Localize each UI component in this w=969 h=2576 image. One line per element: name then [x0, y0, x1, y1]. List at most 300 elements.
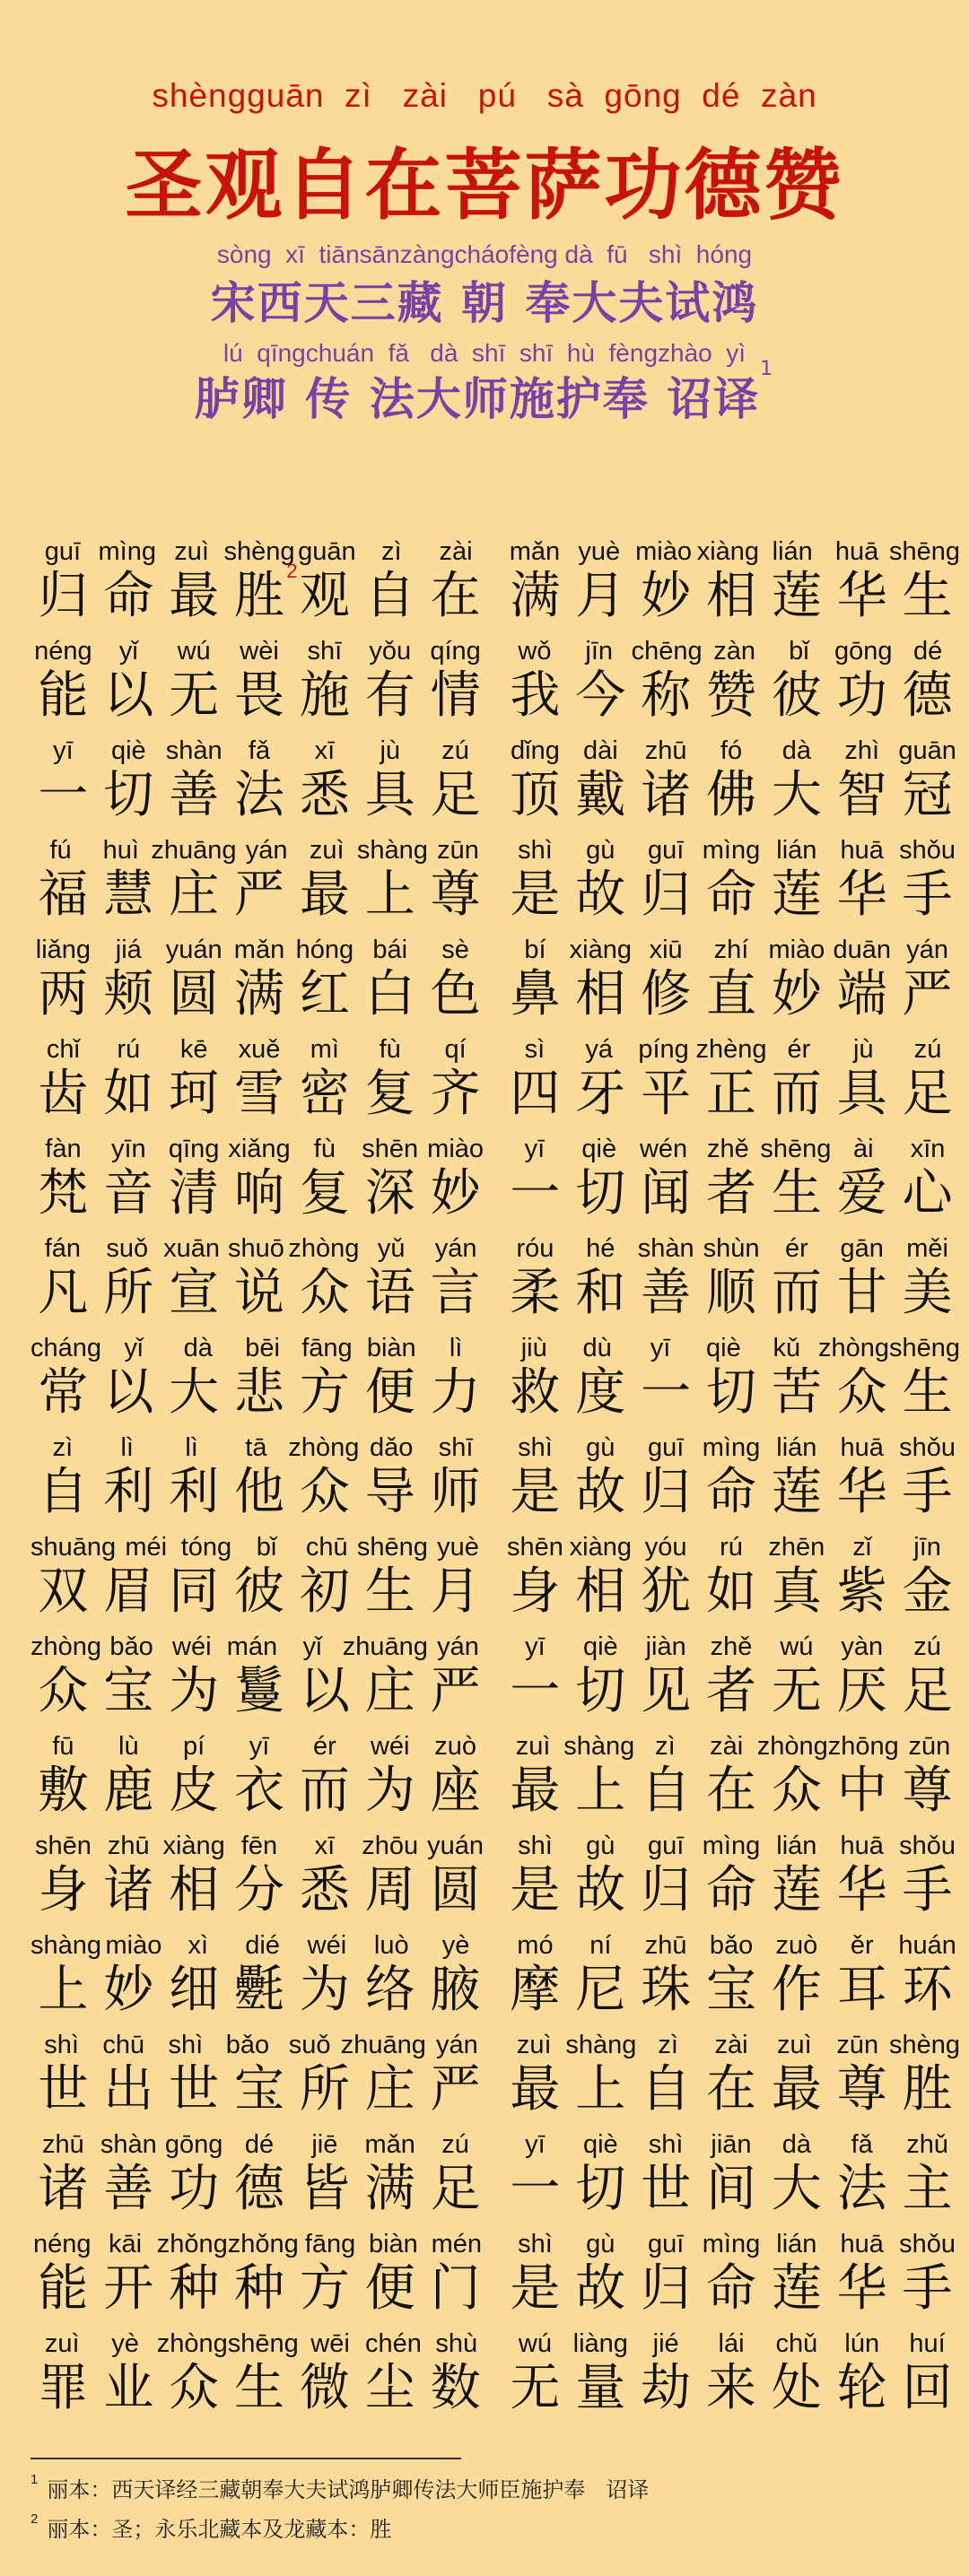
verse-line: [31, 1034, 488, 1122]
pinyin-syllable: yǐ: [124, 1334, 144, 1362]
pinyin-syllable: zài: [710, 1732, 744, 1761]
hanzi-character: [764, 2261, 829, 2317]
hanzi-text: 法: [836, 2160, 887, 2218]
hanzi-text: 尘: [364, 2359, 415, 2417]
hanzi-character: [423, 2361, 488, 2416]
hanzi-character: [292, 2361, 357, 2416]
hanzi-character: [162, 1664, 227, 1719]
hanzi-text: 严: [902, 965, 953, 1023]
verse-pinyin: [31, 536, 488, 567]
verse-characters: [31, 1962, 488, 2018]
hanzi-character: [357, 1962, 423, 2018]
hanzi-text: 顺: [706, 1264, 756, 1322]
hanzi-character: [568, 1564, 633, 1620]
hanzi-text: 细: [169, 1961, 220, 2019]
hanzi-character: [633, 2062, 699, 2118]
verse-line: [502, 1034, 960, 1122]
hanzi-character: [357, 1763, 423, 1819]
verse-line: [31, 1432, 488, 1520]
hanzi-text: 尼: [575, 1961, 626, 2019]
pinyin-syllable: mìng: [702, 2230, 761, 2258]
pinyin-syllable: mì: [310, 1035, 339, 1064]
hanzi-text: 施: [299, 666, 350, 725]
hanzi-character: [829, 1863, 895, 1919]
verse-line: [31, 2229, 488, 2317]
hanzi-character: [699, 1266, 764, 1321]
pinyin-syllable: jiá: [115, 936, 142, 964]
hanzi-text: 而: [299, 1762, 350, 1820]
hanzi-text: 梵: [38, 1164, 89, 1223]
hanzi-character: [502, 1066, 568, 1122]
hanzi-text: 满: [510, 567, 561, 625]
hanzi-character: [292, 1365, 357, 1421]
hanzi-character: [502, 569, 568, 624]
hanzi-text: 齐: [430, 1065, 481, 1123]
hanzi-character: [31, 1166, 96, 1222]
pinyin-syllable: zūn: [836, 2031, 879, 2059]
hanzi-character: [423, 1763, 488, 1819]
hanzi-character: [227, 2361, 292, 2416]
pinyin-syllable: yǒu: [369, 637, 412, 666]
hanzi-character: [227, 768, 292, 823]
hanzi-character: [31, 668, 96, 724]
hanzi-text: 而: [771, 1264, 822, 1322]
hanzi-character: [699, 1664, 764, 1719]
pinyin-syllable: zhí: [713, 936, 749, 964]
hanzi-character: [895, 1863, 960, 1919]
hanzi-text: 在: [430, 567, 481, 625]
hanzi-character: [423, 569, 488, 624]
pinyin-syllable: fāng: [301, 1334, 353, 1362]
verse-pinyin: [502, 935, 960, 965]
pinyin-syllable: méi: [125, 1533, 168, 1562]
hanzi-text: 宝: [234, 2060, 284, 2119]
hanzi-character: [227, 1365, 292, 1421]
hanzi-text: 一: [641, 1363, 692, 1422]
pinyin-syllable: yán: [434, 1234, 477, 1263]
hanzi-character: [292, 2162, 357, 2217]
hanzi-character: [699, 1365, 764, 1421]
hanzi-character: [423, 967, 488, 1023]
hanzi-text: 莲: [771, 866, 822, 924]
verse-pinyin: [502, 1333, 960, 1363]
hanzi-text: 切: [575, 1662, 626, 1720]
pinyin-syllable: bí: [524, 936, 546, 964]
pinyin-syllable: jù: [380, 736, 401, 765]
verse-characters: [502, 2062, 960, 2118]
hanzi-text: 方: [299, 2259, 350, 2318]
hanzi-character: [357, 867, 423, 923]
pinyin-syllable: fán: [44, 1234, 82, 1263]
hanzi-text: 罪: [38, 2359, 89, 2417]
pinyin-syllable: zhòng: [288, 1433, 360, 1462]
hanzi-text: 为: [169, 1662, 220, 1720]
pinyin-syllable: zuì: [309, 836, 345, 865]
hanzi-text: 切: [575, 2160, 626, 2218]
verse-line: [502, 1134, 960, 1222]
hanzi-text: 相: [575, 965, 626, 1023]
hanzi-character: [568, 1962, 633, 2018]
hanzi-text: 腋: [430, 1961, 481, 2019]
pinyin-syllable: qiè: [582, 2130, 618, 2159]
hanzi-text: 平: [641, 1065, 692, 1123]
verse-pinyin: [31, 1233, 488, 1264]
verse-line: [31, 1930, 488, 2018]
pinyin-syllable: yuè: [578, 537, 621, 566]
pinyin-syllable: zuì: [777, 2031, 812, 2059]
pinyin-syllable: wèi: [240, 637, 279, 666]
pinyin-syllable: shì: [518, 1433, 553, 1462]
hanzi-text: 修: [641, 965, 692, 1023]
hanzi-character: [829, 1664, 895, 1719]
hanzi-text: 是: [510, 1861, 561, 1919]
pinyin-syllable: qiè: [582, 1632, 618, 1661]
pinyin-syllable: zhòng: [156, 2329, 228, 2358]
pinyin-syllable: shàng: [31, 1931, 102, 1960]
hanzi-character: [96, 668, 162, 724]
hanzi-text: 妙: [103, 1961, 154, 2019]
hanzi-text: 和: [575, 1264, 626, 1322]
hanzi-character: [699, 2361, 764, 2416]
hanzi-text: 处: [771, 2359, 822, 2417]
hanzi-text: 珂: [169, 1065, 220, 1123]
hanzi-text: 命: [706, 866, 756, 924]
hanzi-text: 如: [103, 1065, 154, 1123]
verse-characters: [31, 1365, 488, 1421]
pinyin-syllable: wú: [518, 2329, 552, 2358]
hanzi-character: [895, 1564, 960, 1620]
pinyin-syllable: zhě: [707, 1135, 749, 1163]
hanzi-text: 彼: [771, 666, 822, 725]
pinyin-syllable: zhì: [844, 736, 880, 765]
hanzi-text: 双: [38, 1562, 89, 1621]
hanzi-character: [764, 2361, 829, 2416]
hanzi-text: 度: [575, 1363, 626, 1422]
hanzi-character: [895, 2361, 960, 2416]
hanzi-text: 圆: [169, 965, 220, 1023]
hanzi-text: 尊: [902, 1762, 953, 1820]
pinyin-syllable: shàn: [100, 2130, 157, 2159]
hanzi-text: 而: [771, 1065, 822, 1123]
pinyin-syllable: wǒ: [518, 637, 552, 666]
pinyin-syllable: cháng: [31, 1334, 102, 1362]
pinyin-syllable: zuò: [775, 1931, 818, 1960]
verse-characters: [502, 1465, 960, 1520]
pinyin-syllable: mán: [226, 1632, 278, 1661]
hanzi-character: [96, 1465, 162, 1520]
pinyin-syllable: xuān: [163, 1234, 221, 1263]
pinyin-syllable: zì: [52, 1433, 74, 1462]
hanzi-text: 真: [771, 1562, 822, 1621]
hanzi-text: 爱: [836, 1164, 887, 1223]
hanzi-text: 最: [510, 1762, 561, 1820]
hanzi-character: [764, 1365, 829, 1421]
hanzi-character: [633, 1763, 699, 1819]
hanzi-character: [764, 1465, 829, 1520]
verse-characters: [502, 1863, 960, 1919]
hanzi-text: 门: [430, 2259, 481, 2318]
verse-characters: [502, 1166, 960, 1222]
verse-pinyin: [31, 1731, 488, 1762]
hanzi-character: [502, 1166, 568, 1222]
hanzi-text: 严: [430, 2060, 481, 2119]
hanzi-text: 力: [430, 1363, 481, 1422]
hanzi-character: [699, 768, 764, 823]
hanzi-character: [764, 668, 829, 724]
pinyin-syllable: bǐ: [256, 1533, 277, 1562]
pinyin-syllable: jiàn: [645, 1632, 686, 1661]
hanzi-character: [357, 1664, 423, 1719]
hanzi-character: [829, 1763, 895, 1819]
verse-characters: [31, 2261, 488, 2317]
pinyin-syllable: yī: [53, 736, 74, 765]
pinyin-syllable: bǎo: [109, 1632, 153, 1661]
hanzi-character: [423, 1166, 488, 1222]
hanzi-character: [502, 2062, 568, 2118]
pinyin-syllable: guī: [647, 1433, 685, 1462]
hanzi-text: 相: [169, 1861, 220, 1919]
pinyin-syllable: néng: [32, 2230, 92, 2258]
hanzi-text: 犹: [641, 1562, 692, 1621]
pinyin-syllable: zhòng: [817, 1334, 889, 1362]
hanzi-text: 最: [169, 567, 220, 625]
hanzi-character: [895, 1962, 960, 2018]
hanzi-text: 归: [641, 1463, 692, 1521]
hanzi-text: 复: [364, 1065, 415, 1123]
pinyin-syllable: yī: [525, 1632, 546, 1661]
hanzi-character: [829, 1962, 895, 2018]
hanzi-text: 善: [103, 2160, 154, 2218]
hanzi-character: [764, 2162, 829, 2217]
hanzi-text: 胜: [902, 2060, 953, 2119]
translator-line2-text: 胪卿 传 法大师施护奉 诏译: [194, 373, 761, 425]
pinyin-syllable: zhuāng: [340, 2031, 426, 2059]
hanzi-character: [568, 967, 633, 1023]
hanzi-text: 红: [299, 965, 350, 1023]
hanzi-character: [502, 1465, 568, 1520]
hanzi-text: 故: [575, 1861, 626, 1919]
pinyin-syllable: shàng: [565, 2031, 637, 2059]
hanzi-text: 莲: [771, 567, 822, 625]
verse-pinyin: [31, 2328, 488, 2359]
hanzi-character: [764, 1166, 829, 1222]
hanzi-text: 有: [364, 666, 415, 725]
hanzi-text: 最: [771, 2060, 822, 2119]
pinyin-syllable: mǎn: [364, 2130, 415, 2159]
hanzi-character: [502, 867, 568, 923]
pinyin-syllable: gù: [586, 1433, 615, 1462]
hanzi-character: [633, 1962, 699, 2018]
pinyin-syllable: shàn: [637, 1234, 694, 1263]
hanzi-text: 妙: [430, 1164, 481, 1223]
pinyin-syllable: dà: [183, 1334, 213, 1362]
pinyin-syllable: chén: [364, 2329, 422, 2358]
hanzi-character: [633, 768, 699, 823]
verse-characters: [31, 2062, 488, 2118]
hanzi-text: 心: [902, 1164, 953, 1223]
hanzi-character: [31, 1863, 96, 1919]
hanzi-character: [633, 1266, 699, 1321]
hanzi-text: 凡: [38, 1264, 89, 1322]
hanzi-text: 直: [706, 965, 756, 1023]
pinyin-syllable: guī: [647, 836, 685, 865]
verse-line: [31, 1233, 488, 1321]
hanzi-text: 顶: [510, 766, 561, 824]
hanzi-character: [764, 1863, 829, 1919]
hanzi-character: [699, 867, 764, 923]
hanzi-text: 同: [169, 1562, 220, 1621]
hanzi-text: 归: [641, 1861, 692, 1919]
pinyin-syllable: qíng: [430, 637, 481, 666]
hanzi-text: 正: [706, 1065, 756, 1123]
pinyin-syllable: zhòng: [756, 1732, 828, 1761]
verse-pinyin: [502, 636, 960, 666]
hanzi-character: [292, 1962, 357, 2018]
hanzi-text: 悉: [299, 766, 350, 824]
hanzi-character: [357, 1863, 423, 1919]
hanzi-character: [633, 2162, 699, 2217]
verse-characters: [31, 1465, 488, 1520]
pinyin-syllable: zhèng: [695, 1035, 767, 1064]
hanzi-character: [357, 1465, 423, 1520]
verse-pinyin: [31, 735, 488, 766]
hanzi-text: 皆: [299, 2160, 350, 2218]
pinyin-syllable: dà: [781, 2130, 811, 2159]
hanzi-text: 开: [103, 2259, 154, 2318]
hanzi-text: 说: [234, 1264, 284, 1322]
pinyin-syllable: zhōu: [362, 1832, 419, 1860]
hanzi-text: 语: [364, 1264, 415, 1322]
pinyin-syllable: jīn: [913, 1533, 941, 1562]
hanzi-text: 故: [575, 1463, 626, 1521]
hanzi-character: [829, 1066, 895, 1122]
hanzi-text: 在: [706, 2060, 756, 2119]
pinyin-syllable: xiū: [649, 936, 683, 964]
hanzi-character: [764, 1564, 829, 1620]
hanzi-character: [292, 668, 357, 724]
pinyin-syllable: biàn: [368, 2230, 418, 2258]
pinyin-syllable: zhū: [107, 1832, 150, 1860]
pinyin-syllable: wéi: [307, 1931, 347, 1960]
hanzi-character: [829, 569, 895, 624]
hanzi-character: [829, 2162, 895, 2217]
hanzi-text: 上: [575, 2060, 626, 2119]
verse-line: [31, 2030, 488, 2118]
footnote-2-text: 丽本：圣；永乐北藏本及龙藏本：胜: [47, 2517, 392, 2542]
pinyin-syllable: zūn: [908, 1732, 951, 1761]
pinyin-syllable: xuě: [238, 1035, 281, 1064]
verse-characters: [31, 1763, 488, 1819]
hanzi-text: 厌: [836, 1662, 887, 1720]
pinyin-syllable: fù: [313, 1135, 336, 1163]
hanzi-character: [895, 768, 960, 823]
hanzi-character: [568, 1166, 633, 1222]
hanzi-text: 金: [902, 1562, 953, 1621]
verse-characters: [502, 2261, 960, 2317]
hanzi-text: 耳: [836, 1961, 887, 2019]
hanzi-character: [227, 1066, 292, 1122]
hanzi-text: 圆: [430, 1861, 481, 1919]
verse-characters: [502, 768, 960, 823]
pinyin-syllable: shǒu: [899, 1832, 956, 1860]
hanzi-text: 初: [299, 1562, 350, 1621]
hanzi-character: [423, 2062, 488, 2118]
hanzi-text: 便: [364, 2259, 415, 2318]
verse-characters: [31, 1564, 488, 1620]
pinyin-syllable: tóng: [180, 1533, 232, 1562]
pinyin-syllable: pí: [183, 1732, 205, 1761]
hanzi-character: [502, 1266, 568, 1321]
hanzi-text: 自: [641, 2060, 692, 2119]
verse-pinyin: [31, 1632, 488, 1662]
pinyin-syllable: dài: [582, 736, 618, 765]
hanzi-character: [502, 1564, 568, 1620]
hanzi-character: [227, 1266, 292, 1321]
hanzi-character: [423, 2261, 488, 2317]
pinyin-syllable: lián: [776, 1433, 817, 1462]
hanzi-text: 最: [299, 866, 350, 924]
hanzi-text: 导: [364, 1463, 415, 1521]
hanzi-text: 莲: [771, 1861, 822, 1919]
hanzi-text: 自: [38, 1463, 89, 1521]
pinyin-syllable: guī: [647, 1832, 685, 1860]
pinyin-syllable: fǎ: [851, 2130, 873, 2159]
hanzi-text: 赞: [706, 666, 756, 725]
hanzi-text: 故: [575, 2259, 626, 2318]
verse-line: [502, 1333, 960, 1421]
verse-pinyin: [31, 636, 488, 666]
verse-pinyin: [502, 1432, 960, 1463]
pinyin-syllable: jiān: [711, 2130, 752, 2159]
pinyin-syllable: shì: [518, 836, 553, 865]
hanzi-character: [568, 2062, 633, 2118]
pinyin-syllable: zuò: [434, 1732, 476, 1761]
hanzi-character: [162, 1962, 227, 2018]
hanzi-text: 德: [234, 2160, 284, 2218]
hanzi-character: [162, 967, 227, 1023]
verse-pinyin: [502, 1233, 960, 1264]
hanzi-text: 以: [299, 1662, 350, 1720]
hanzi-text: 自: [641, 1762, 692, 1820]
verse-line: [502, 835, 960, 923]
hanzi-text: 回: [902, 2359, 953, 2417]
hanzi-character: [502, 2261, 568, 2317]
hanzi-text: 鹿: [103, 1762, 154, 1820]
hanzi-text: 福: [38, 866, 89, 924]
hanzi-text: 一: [38, 766, 89, 824]
hanzi-text: 鬘: [234, 1662, 284, 1720]
hanzi-text: 相: [575, 1562, 626, 1621]
hanzi-text: 具: [364, 766, 415, 824]
verse-characters: [502, 1962, 960, 2018]
hanzi-text: 世: [169, 2060, 220, 2119]
pinyin-syllable: dǎo: [370, 1433, 414, 1462]
pinyin-syllable: lián: [776, 1832, 817, 1860]
pinyin-syllable: shī: [307, 637, 343, 666]
hanzi-character: [227, 1166, 292, 1222]
pinyin-syllable: lún: [844, 2329, 880, 2358]
footnote-1-text: 丽本：西天译经三藏朝奉大夫试鸿胪卿传法大师臣施护奉 诏译: [47, 2477, 650, 2502]
hanzi-character: [227, 1465, 292, 1520]
hanzi-text: 如: [706, 1562, 756, 1621]
pinyin-syllable: rú: [720, 1533, 743, 1562]
hanzi-character: [633, 1863, 699, 1919]
verse-line: [31, 1532, 488, 1620]
hanzi-character: [162, 2162, 227, 2217]
hanzi-text: 足: [430, 2160, 481, 2218]
hanzi-text: 功: [169, 2160, 220, 2218]
hanzi-text: 密: [299, 1065, 350, 1123]
